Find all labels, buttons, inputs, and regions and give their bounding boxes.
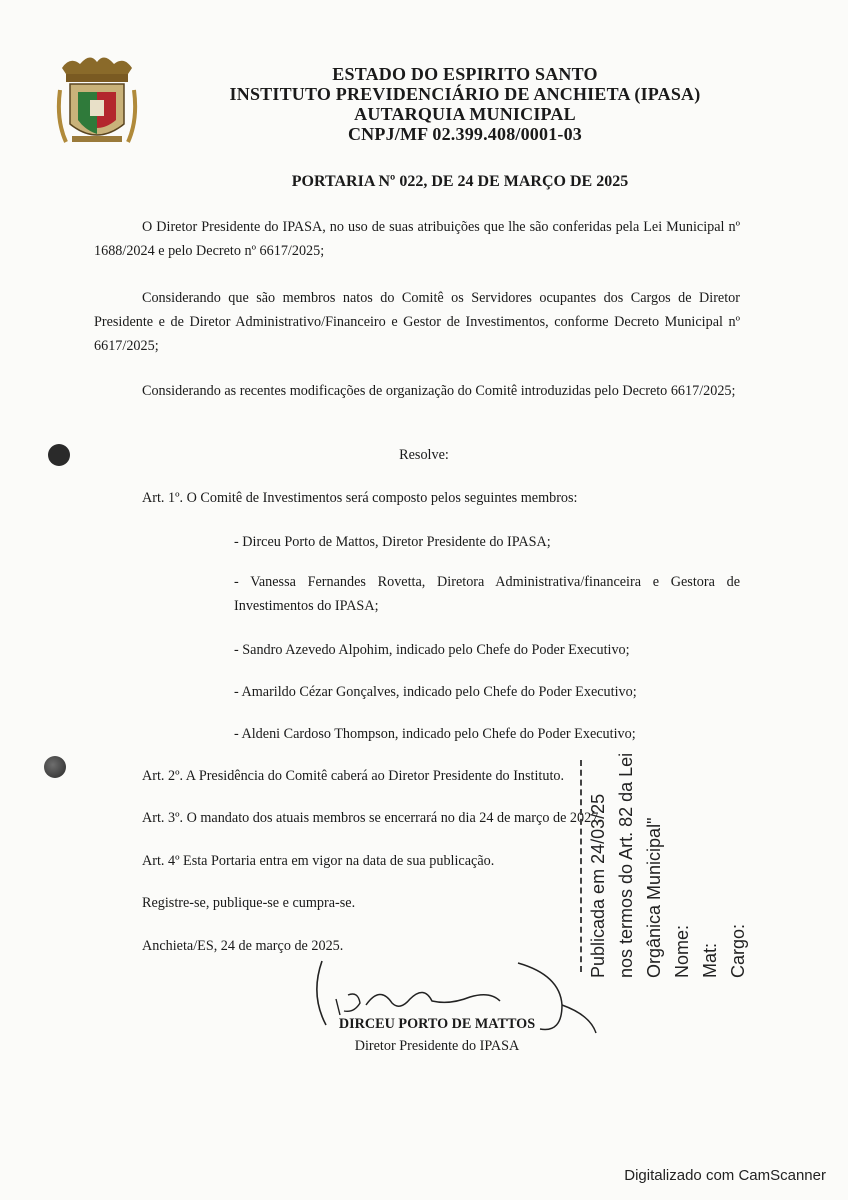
place-date: Anchieta/ES, 24 de março de 2025. [142, 938, 344, 954]
article-3: Art. 3º. O mandato dos atuais membros se encerrará no dia 24 de março de 2027. [142, 810, 602, 826]
member-item: - Dirceu Porto de Mattos, Diretor Presidente do IPASA; [234, 534, 551, 550]
letterhead [150, 64, 780, 144]
member-item: - Vanessa Fernandes Rovetta, Diretora Administrativa/financeira e Gestora de Investimentos do IPASA; [234, 574, 740, 614]
stamp-cargo-line: Cargo: [728, 923, 748, 978]
member-item: - Sandro Azevedo Alpohim, indicado pelo Chefe do Poder Executivo; [234, 642, 630, 658]
article-2: Art. 2º. A Presidência do Comitê caberá ao Diretor Presidente do Instituto. [142, 768, 565, 784]
header-state: ESTADO DO ESPIRITO SANTO [332, 64, 598, 84]
paragraph-1 [94, 215, 740, 263]
signer-role: Diretor Presidente do IPASA [354, 1038, 520, 1054]
portaria-title: PORTARIA Nº 022, DE 24 DE MARÇO DE 2025 [291, 173, 629, 190]
paragraph-2-text: Considerando que são membros natos do Comitê os Servidores ocupantes dos Cargos de Diretor Presidente e de Diretor Administrativo/Financeiro e Gestor de Investimentos, conforme Decreto Municipal nº 6617/2025; [94, 290, 740, 354]
stamp-law-line: nos termos do Art. 82 da Lei [616, 752, 636, 978]
paragraph-3 [94, 379, 740, 403]
member-item: - Aldeni Cardoso Thompson, indicado pelo Chefe do Poder Executivo; [234, 726, 636, 742]
binder-hole [44, 756, 66, 778]
publication-stamp [584, 752, 748, 982]
stamp-name-line: Nome: [672, 924, 692, 978]
paragraph-1-text: O Diretor Presidente do IPASA, no uso de suas atribuições que lhe são conferidas pela Lei Municipal nº 1688/2024 e pelo Decreto nº 6617/2025; [94, 219, 740, 259]
stamp-published-line: Publicada em 24/03/25 [588, 793, 608, 978]
article-4: Art. 4º Esta Portaria entra em vigor na data de sua publicação. [142, 853, 495, 869]
closing-statement: Registre-se, publique-se e cumpra-se. [142, 895, 356, 911]
camscanner-watermark: Digitalizado com CamScanner [624, 1167, 826, 1184]
resolve-label: Resolve: [399, 447, 449, 463]
header-cnpj: CNPJ/MF 02.399.408/0001-03 [347, 124, 582, 144]
signer-name: DIRCEU PORTO DE MATTOS [338, 1016, 536, 1032]
coat-of-arms-logo [52, 50, 142, 150]
article-1: Art. 1º. O Comitê de Investimentos será composto pelos seguintes membros: [142, 490, 578, 506]
stamp-mat-line: Mat: [700, 942, 720, 978]
stamp-organica-line: Orgânica Municipal" [644, 817, 664, 978]
paragraph-3-text: Considerando as recentes modificações de organização do Comitê introduzidas pelo Decreto 6617/2025; [142, 383, 736, 399]
member-item: - Amarildo Cézar Gonçalves, indicado pelo Chefe do Poder Executivo; [234, 684, 637, 700]
paragraph-2 [94, 286, 740, 358]
header-autarquia: AUTARQUIA MUNICIPAL [354, 104, 576, 124]
header-institute: INSTITUTO PREVIDENCIÁRIO DE ANCHIETA (IPASA) [229, 84, 701, 104]
